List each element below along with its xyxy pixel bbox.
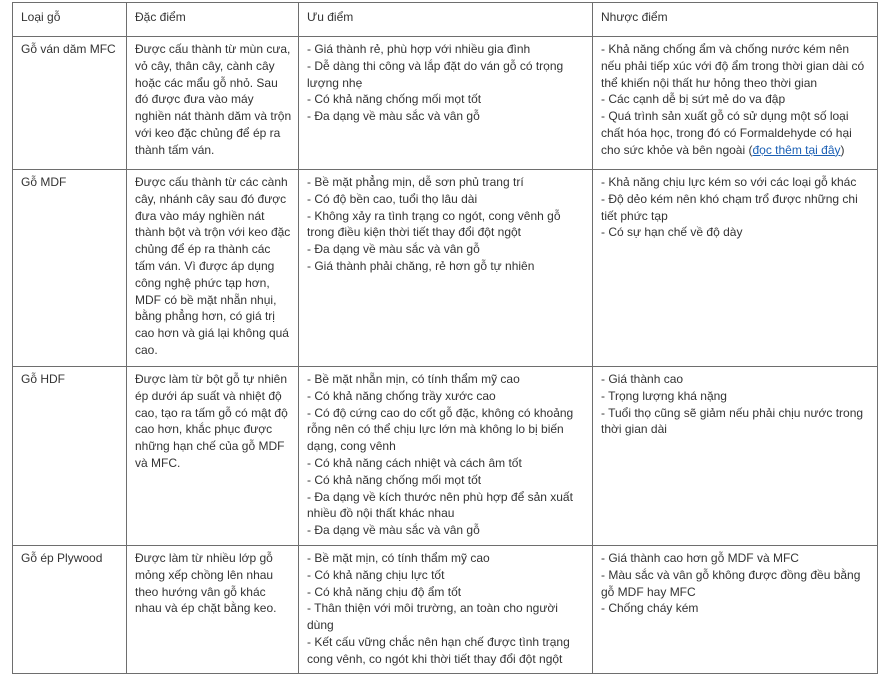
header-wood-type: Loại gỗ	[13, 3, 127, 37]
pros-item: - Có khả năng chống mối mọt tốt	[307, 472, 482, 487]
cons-item-text: - Quá trình sản xuất gỗ có sử dụng một số loại chất hóa học, trong đó có Formaldehyde có hại cho sức khỏe và bên ngoài (	[601, 109, 852, 157]
cons-item: - Màu sắc và vân gỗ không được đồng đều bằng gỗ MDF hay MFC	[601, 567, 861, 599]
cell-cons	[593, 367, 878, 546]
cell-pros	[299, 37, 593, 170]
cons-item: - Giá thành cao hơn gỗ MDF và MFC	[601, 551, 799, 565]
cell-wood-type: Gỗ ép Plywood	[13, 546, 127, 674]
cons-item: - Trọng lượng khá nặng	[601, 388, 727, 403]
cons-item: - Tuổi thọ cũng sẽ giảm nếu phải chịu nước trong thời gian dài	[601, 405, 864, 437]
cell-pros	[299, 170, 593, 367]
pros-item: - Không xảy ra tình trạng co ngót, cong vênh gỗ trong điều kiện thời tiết thay đổi đột ngột	[307, 208, 561, 240]
header-pros: Ưu điểm	[299, 3, 593, 37]
pros-item: - Bề mặt nhẵn mịn, có tính thẩm mỹ cao	[307, 372, 520, 386]
cell-features: Được cấu thành từ các cành cây, nhánh cây sau đó được đưa vào máy nghiền nát thành bột và trộn với keo đặc chủng để ép ra thành các tấm ván. Vì được áp dụng công nghệ phức tạp hơn, MDF có bề mặt nhẵn nhụi, bằng phẳng hơn, có giá trị cao hơn và giá lại không quá cao.	[127, 170, 299, 367]
pros-item: - Đa dạng về kích thước nên phù hợp để sản xuất nhiều đồ nội thất khác nhau	[307, 489, 573, 521]
pros-item: - Có độ cứng cao do cốt gỗ đặc, không có khoảng rỗng nên có thể chịu lực lớn mà không lo bị biến dạng, cong vênh	[307, 405, 574, 454]
pros-item: - Đa dạng về màu sắc và vân gỗ	[307, 523, 480, 538]
pros-item: - Bề mặt mịn, có tính thẩm mỹ cao	[307, 551, 490, 565]
table-row	[13, 170, 878, 367]
cell-features: Được cấu thành từ mùn cưa, vỏ cây, thân cây, cành cây hoặc các mẩu gỗ nhỏ. Sau đó được đưa vào máy nghiền nát thành dăm và trộn với keo đặc chủng để ép ra thành tấm ván.	[127, 37, 299, 170]
cell-features: Được làm từ bột gỗ tự nhiên ép dưới áp suất và nhiệt độ cao, tạo ra tấm gỗ có mật độ cao hơn, khắc phục được những hạn chế của gỗ MDF và MFC.	[127, 367, 299, 546]
wood-comparison-table	[12, 2, 878, 674]
table-row	[13, 546, 878, 674]
pros-item: - Đa dạng về màu sắc và vân gỗ	[307, 242, 480, 257]
pros-item: - Có khả năng chịu lực tốt	[307, 567, 445, 582]
header-row	[13, 3, 878, 37]
cons-item: - Các cạnh dễ bị sứt mẻ do va đập	[601, 92, 786, 107]
pros-item: - Bề mặt phẳng mịn, dễ sơn phủ trang trí	[307, 175, 524, 189]
cell-cons	[593, 37, 878, 170]
header-cons: Nhược điểm	[593, 3, 878, 37]
table-row	[13, 37, 878, 170]
cons-item: - Giá thành cao	[601, 372, 684, 386]
pros-item: - Giá thành rẻ, phù hợp với nhiều gia đình	[307, 42, 531, 56]
cons-item	[601, 108, 871, 158]
cell-pros	[299, 546, 593, 674]
pros-item: - Đa dạng về màu sắc và vân gỗ	[307, 109, 480, 124]
pros-item: - Dễ dàng thi công và lắp đặt do ván gỗ có trọng lượng nhẹ	[307, 58, 564, 90]
read-more-link[interactable]: đọc thêm tại đây	[752, 142, 841, 157]
cons-item-tail: )	[840, 142, 845, 157]
cell-wood-type: Gỗ ván dăm MFC	[13, 37, 127, 170]
pros-item: - Có độ bền cao, tuổi thọ lâu dài	[307, 191, 478, 206]
cell-pros	[299, 367, 593, 546]
cons-item: - Chống cháy kém	[601, 601, 699, 616]
cons-item: - Khả năng chống ẩm và chống nước kém nên nếu phải tiếp xúc với độ ẩm trong thời gian dài có thể khiến nội thất hư hỏng theo thời gian	[601, 42, 865, 90]
pros-item: - Có khả năng chống trầy xước cao	[307, 388, 496, 403]
pros-item: - Kết cấu vững chắc nên hạn chế được tình trạng cong vênh, co ngót khi thời tiết thay đổi đột ngột	[307, 634, 570, 666]
cell-wood-type: Gỗ HDF	[13, 367, 127, 546]
cons-item: - Có sự hạn chế về độ dày	[601, 225, 743, 240]
cell-cons	[593, 170, 878, 367]
pros-item: - Có khả năng chịu độ ẩm tốt	[307, 584, 462, 599]
pros-item: - Có khả năng cách nhiệt và cách âm tốt	[307, 455, 522, 470]
header-features: Đặc điểm	[127, 3, 299, 37]
cons-item: - Độ dẻo kém nên khó chạm trổ được những chi tiết phức tạp	[601, 191, 858, 223]
cell-wood-type: Gỗ MDF	[13, 170, 127, 367]
pros-item: - Thân thiện với môi trường, an toàn cho người dùng	[307, 601, 558, 633]
pros-item: - Có khả năng chống mối mọt tốt	[307, 92, 482, 107]
table-row	[13, 367, 878, 546]
cell-features: Được làm từ nhiều lớp gỗ mỏng xếp chồng lên nhau theo hướng vân gỗ khác nhau và ép chặt bằng keo.	[127, 546, 299, 674]
pros-item: - Giá thành phải chăng, rẻ hơn gỗ tự nhiên	[307, 258, 535, 273]
cons-item: - Khả năng chịu lực kém so với các loại gỗ khác	[601, 175, 857, 189]
cell-cons	[593, 546, 878, 674]
